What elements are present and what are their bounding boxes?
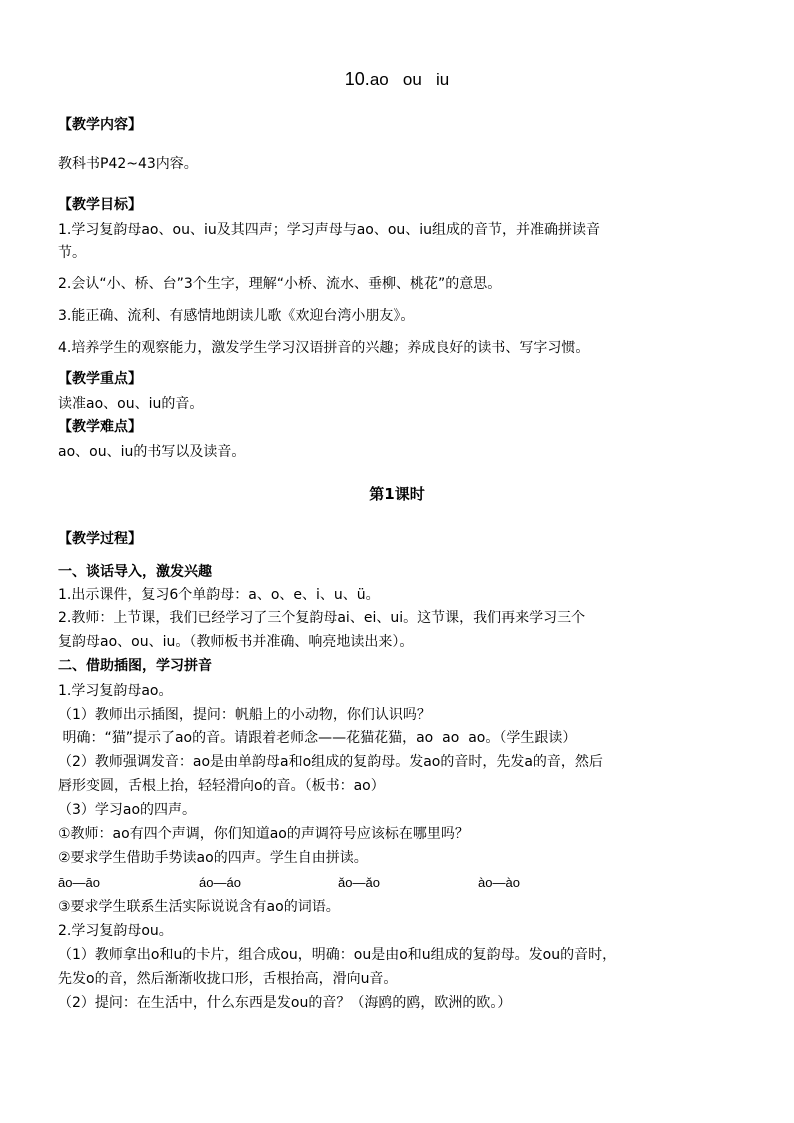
section2-line: 2.学习复韵母ou。 — [58, 923, 173, 939]
content-heading: 【教学内容】 — [58, 117, 142, 133]
content-text: 教科书P42~43内容。 — [58, 156, 198, 172]
section2-line: 明确：“猫”提示了ao的音。请跟着老师念——花猫花猫，ao ao ao。（学生跟读） — [58, 730, 577, 746]
section2-line: （2）提问：在生活中，什么东西是发ou的音？（海鸥的鸥，欧洲的欧。） — [58, 995, 512, 1011]
section2-line: （1）教师拿出o和u的卡片，组合成ou，明确：ou是由o和u组成的复韵母。发ou的音时， — [58, 947, 617, 963]
title-pinyin: ao ou iu — [369, 70, 450, 89]
section1-heading: 一、谈话导入，激发兴趣 — [58, 564, 212, 580]
page-title — [0, 68, 794, 91]
tone-item: āo—āo — [58, 875, 100, 890]
lesson-title: 第1课时 — [369, 485, 425, 503]
section1-line: 2.教师：上节课，我们已经学习了三个复韵母ai、ei、ui。这节课，我们再来学习三个 — [58, 610, 586, 626]
difficulty-text: ao、ou、iu的书写以及读音。 — [58, 444, 246, 460]
section2-line: （1）教师出示插图，提问：帆船上的小动物，你们认识吗？ — [58, 707, 431, 723]
key-heading: 【教学重点】 — [58, 371, 142, 387]
section2-line: ③要求学生联系生活实际说说含有ao的词语。 — [58, 899, 340, 915]
section2-line: 1.学习复韵母ao。 — [58, 683, 173, 699]
goal-line: 3.能正确、流利、有感情地朗读儿歌《欢迎台湾小朋友》。 — [58, 308, 415, 324]
section2-line: 先发o的音，然后渐渐收拢口形，舌根抬高，滑向u音。 — [58, 971, 398, 987]
section2-line: ②要求学生借助手势读ao的四声。学生自由拼读。 — [58, 850, 368, 866]
difficulty-heading: 【教学难点】 — [58, 419, 142, 435]
goal-line: 4.培养学生的观察能力，激发学生学习汉语拼音的兴趣；养成良好的读书、写字习惯。 — [58, 340, 590, 356]
goal-line: 节。 — [58, 245, 86, 261]
section1-line: 复韵母ao、ou、iu。（教师板书并准确、响亮地读出来）。 — [58, 634, 414, 650]
section2-line: 唇形变圆，舌根上抬，轻轻滑向o的音。（板书：ao） — [58, 778, 385, 794]
process-heading: 【教学过程】 — [58, 531, 142, 547]
section2-line: ①教师：ao有四个声调，你们知道ao的声调符号应该标在哪里吗？ — [58, 826, 469, 842]
title-number: 10. — [344, 69, 370, 89]
tone-item: ào—ào — [478, 875, 520, 890]
goals-heading: 【教学目标】 — [58, 197, 142, 213]
section2-heading: 二、借助插图，学习拼音 — [58, 658, 212, 674]
section1-line: 1.出示课件，复习6个单韵母：a、o、e、i、u、ü。 — [58, 587, 380, 603]
goal-line: 2.会认“小、桥、台”3个生字，理解“小桥、流水、垂柳、桃花”的意思。 — [58, 276, 502, 292]
section2-line: （2）教师强调发音：ao是由单韵母a和o组成的复韵母。发ao的音时，先发a的音，然后 — [58, 754, 603, 770]
section2-line: （3）学习ao的四声。 — [58, 802, 197, 818]
tone-item: ǎo—ǎo — [338, 875, 380, 890]
key-text: 读准ao、ou、iu的音。 — [58, 396, 204, 412]
goal-line: 1.学习复韵母ao、ou、iu及其四声；学习声母与ao、ou、iu组成的音节，并准确拼读音 — [58, 222, 601, 238]
tone-item: áo—áo — [199, 875, 241, 890]
